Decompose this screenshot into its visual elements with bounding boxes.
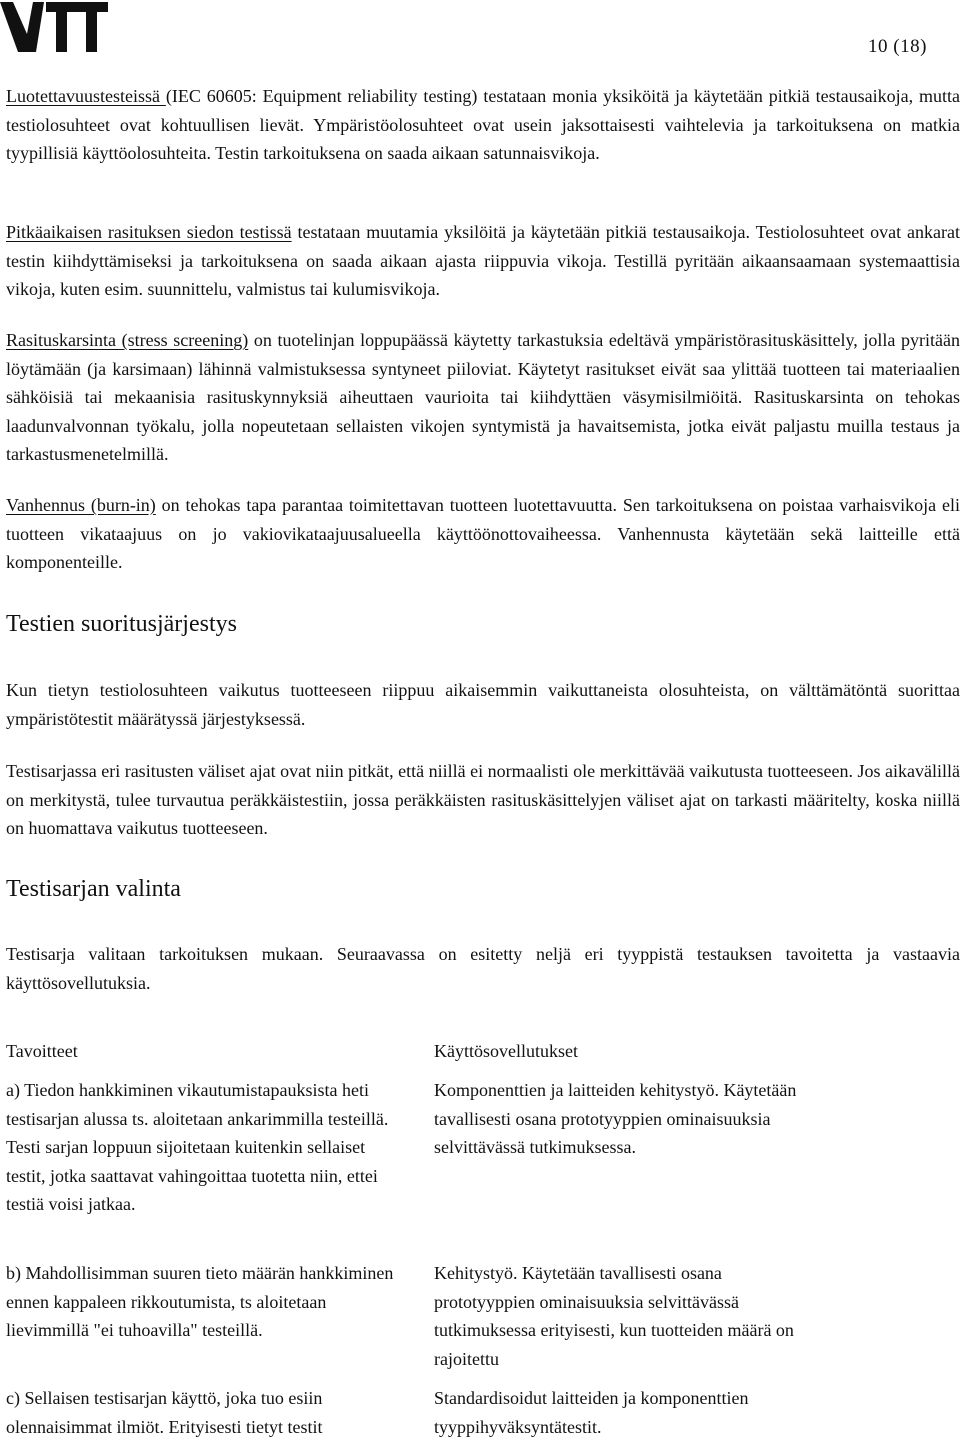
screening-term: Rasituskarsinta (stress screening)	[6, 330, 249, 350]
stress-text: testataan muutamia yksilöitä ja käytetään pitkiä testausaikoja. Testiolosuhteet ovat ankarat testin kiihdyttämiseksi ja tarkoituksena on saada aikaan ajasta riippuvia vikoja. Testillä pyritään aikaansaamaan systemaattisia vikoja, kuten esim. suunnittelu, valmistus tai kulumisvikoja.	[6, 222, 960, 299]
burnin-paragraph	[6, 491, 960, 577]
selection-paragraph: Testisarja valitaan tarkoituksen mukaan. Seuraavassa on esitetty neljä eri tyyppistä testauksen tavoitetta ja vastaavia käyttösovellutuksia.	[6, 944, 960, 993]
table-row-use-b: Kehitystyö. Käytetään tavallisesti osana prototyyppien ominaisuuksia selvittävässä tutkimuksessa erityisesti, kun tuotteiden määrä on rajoitettu	[434, 1263, 794, 1369]
table-row-use-a: Komponenttien ja laitteiden kehitystyö. Käytetään tavallisesti osana prototyyppien ominaisuuksia selvittävässä tutkimuksessa.	[434, 1080, 797, 1157]
order-paragraph-1: Kun tietyn testiolosuhteen vaikutus tuotteeseen riippuu aikaisemmin vaikuttaneista olosuhteista, on välttämätöntä suorittaa ympäristötestit määrätyssä järjestyksessä.	[6, 680, 960, 729]
order-paragraph-2: Testisarjassa eri rasitusten väliset ajat ovat niin pitkät, että niillä ei normaalisti ole merkittävää vaikutusta tuotteeseen. Jos aikavälillä on merkitystä, tulee turvautua peräkkäistestiin, jossa peräkkäisten rasituskäsittelyjen väliset ajat on tarkasti määritelty, koska niillä on huomattava vaikutus tuotteeseen.	[6, 761, 960, 838]
intro-term: Luotettavuustesteissä	[6, 86, 166, 106]
section-heading-order: Testien suoritusjärjestys	[6, 611, 237, 637]
intro-text: (IEC 60605: Equipment reliability testing) testataan monia yksiköitä ja käytetään pitkiä testausaikoja, mutta testiolosuhteet ovat kohtuullisen lievät. Ympäristöolosuhteet ovat usein jaksottaisesti vaihtelevia ja tarkoituksena on matkia tyypillisiä käyttöolosuhteita. Testin tarkoituksena on saada aikaan satunnaisvikoja.	[6, 86, 960, 163]
screening-paragraph	[6, 326, 960, 469]
burnin-term: Vanhennus (burn-in)	[6, 495, 156, 515]
stress-paragraph	[6, 218, 960, 304]
burnin-text: on tehokas tapa parantaa toimitettavan tuotteen luotettavuutta. Sen tarkoituksena on poistaa varhaisvikoja eli tuotteen vikataajuus on jo vakiovikataajuusalueella käyttöönottovaiheessa. Vanhennusta käytetään sekä laitteille että komponenteille.	[6, 495, 960, 572]
table-header-applications: Käyttösovellutukset	[434, 1041, 578, 1061]
intro-paragraph	[6, 82, 960, 168]
table-row-goal-c: c) Sellaisen testisarjan käyttö, joka tuo esiin olennaisimmat ilmiöt. Erityisesti tietyt testit	[6, 1388, 323, 1437]
table-row-goal-b: b) Mahdollisimman suuren tieto määrän hankkiminen ennen kappaleen rikkoutumista, ts aloitetaan lievimmillä "ei tuhoavilla" testeillä.	[6, 1263, 394, 1340]
stress-term: Pitkäaikaisen rasituksen siedon testissä	[6, 222, 292, 242]
screening-text: on tuotelinjan loppupäässä käytetty tarkastuksia edeltävä ympäristörasituskäsittely, jolla pyritään löytämään (ja karsimaan) lähinnä valmistuksessa syntyneet piiloviat. Käytetyt rasitukset eivät saa ylittää tuotteen tai materiaalien sähköisiä tai mekaanisia rasituskynnyksiä aiheuttaen vaurioita tai kiihdyttäen väsymisilmiöitä. Rasituskarsinta on tehokas laadunvalvonnan työkalu, jolla nopeutetaan sellaisten vikojen syntymistä ja havaitsemista, jotka eivät paljastu muilla testaus ja tarkastusmenetelmillä.	[6, 330, 960, 464]
page-number: 10 (18)	[868, 36, 927, 57]
vtt-logo	[0, 0, 112, 56]
table-row-goal-a: a) Tiedon hankkiminen vikautumistapauksista heti testisarjan alussa ts. aloitetaan ankarimmilla testeillä. Testi sarjan loppuun sijoitetaan kuitenkin sellaiset testit, jotka saattavat vahingoittaa tuotetta niin, ettei testiä voisi jatkaa.	[6, 1080, 389, 1214]
table-header-goals: Tavoitteet	[6, 1041, 78, 1061]
section-heading-selection: Testisarjan valinta	[6, 876, 181, 902]
table-row-use-c: Standardisoidut laitteiden ja komponenttien tyyppihyväksyntätestit.	[434, 1388, 749, 1437]
